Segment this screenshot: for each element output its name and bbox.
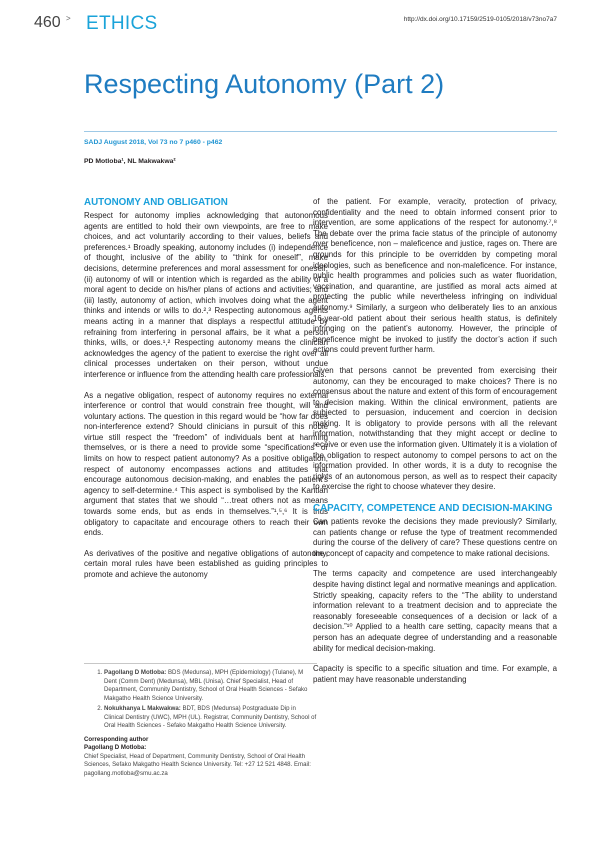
- affiliation-item: [104, 669, 317, 703]
- authors: PD Motloba¹, NL Makwakwa²: [84, 158, 176, 165]
- corresponding-author-details: Chief Specialist, Head of Department, Community Dentistry, School of Oral Health Sciences, Sefako Makgatho Health Science University. Tel: +27 12 521 4848. Email: pagollang.motloba@smu.ac.za: [84, 752, 311, 777]
- page-number: 460: [34, 14, 61, 31]
- section-heading-capacity: CAPACITY, COMPETENCE AND DECISION-MAKING: [313, 503, 553, 515]
- affiliation-name: Pagollang D Motloba:: [104, 669, 167, 676]
- paragraph: Respect for autonomy implies acknowledging that autonomous agents are entitled to hold their own viewpoints, are free to make choices, and act voluntarily according to their values, beliefs and preferences.¹ Broadly speaking, autonomy includes (i) independence of thought, inclusive of the ability to “think for oneself”, make decisions, determine preferences and moral assessment for oneself; (ii) autonomy of will or intention which is regarded as the ability of a moral agent to decide on his/her plans of actions and activities; and (iii) lastly, autonomy of action, which involves doing what the agent thinks and intends or wills to do.²,³ Respecting autonomous agents means acting in a manner that displays a respectful attitude by refraining from interfering in personal affairs, be it what a person thinks, wills, or does.¹,² Respecting autonomy means the clinician acknowledges the agency of the patient to exercise the right over all clinical processes undertaken on their person, without undue interference or influence from the attending health care professionals.: [84, 211, 328, 379]
- doi-link[interactable]: http://dx.doi.org/10.17159/2519-0105/2018/v73no7a7: [403, 16, 557, 23]
- affiliation-name: Nokukhanya L Makwakwa:: [104, 705, 181, 712]
- footnote-area: [84, 663, 317, 778]
- footnote-rule: [84, 663, 317, 664]
- paragraph: of the patient. For example, veracity, protection of privacy, confidentiality and the need to obtain informed consent prior to intervention, are some applications of the respect for autonomy.⁷,⁸ The debate over the prima facie status of the principle of autonomy over beneficence, non – maleficence and justice, rages on. There are grounds for this principle to be overridden by competing moral ideologies, such as beneficence and non-maleficence. For instance, public health programmes and policies such as water fluoridation, vaccination, and quarantine, are justified as moral acts aimed at protecting the public while nevertheless infringing on individual autonomy.⁹ Similarly, a surgeon who deliberately lies to an anxious 16-year-old patient about their serious health status, is definitely infringing on the patient’s autonomy. However, the principle of beneficence might be invoked to justify the doctor’s action if such actions could prevent further harm.: [313, 197, 557, 355]
- paragraph: As derivatives of the positive and negative obligations of autonomy, certain moral rules have been established as guiding principles to promote and achieve the autonomy: [84, 548, 328, 579]
- section-label: ETHICS: [86, 13, 158, 34]
- paragraph: Given that persons cannot be prevented from exercising their autonomy, can they be encouraged to make choices? There is no consensus about the nature and extent of this form of encouragement to decision making. Within the clinical environment, patients are subjected to persuasion, inducement and coercion in decision making. It is obligatory to provide persons with all the relevant information, notwithstanding that they might accept or decline to receive or even use the information given. Ultimately it is a violation of the obligation to respect autonomy to compel persons to act on the information provided. In other words, it is a duty to recognise the rights of an autonomous person, as well as to respect their capacity to exercise the right to choose whatever they desire.: [313, 365, 557, 492]
- author-affiliations: [84, 669, 317, 731]
- paragraph: The terms capacity and competence are used interchangeably despite having distinct legal and normative meanings and application. Strictly speaking, capacity refers to the “The ability to understand information relevant to a treatment decision and to appreciate the reasonably foreseeable consequences of a decision or lack of a decision.”¹⁰ Applied to a health care setting, capacity means that a person has an adequate degree of understanding and a reasonable ability for medical decision-making.: [313, 569, 557, 653]
- paragraph: Can patients revoke the decisions they made previously? Similarly, can patients change or refuse the type of treatment recommended during the course of the delivery of care? These questions centre on the concept of capacity and competence to make rational decisions.: [313, 517, 557, 558]
- left-column: [84, 197, 328, 591]
- corresponding-author-name: Pagollang D Motloba:: [84, 744, 147, 751]
- corresponding-author-heading: Corresponding author: [84, 735, 149, 743]
- affiliation-text: BDS (Medunsa), MPH (Epidemiology) (Tulane), M Dent (Comm Dent) (Medunsa), MBL (Unisa). Chief Specialist, Head of Department, Community Dentistry, School of Oral Health Sciences - Sefako Makgatho Health Science University.: [104, 669, 308, 702]
- article-title: Respecting Autonomy (Part 2): [84, 69, 445, 99]
- page-arrow-icon: >: [66, 14, 71, 23]
- paragraph: Capacity is specific to a specific situation and time. For example, a patient may have reasonable understanding: [313, 664, 557, 684]
- citation: SADJ August 2018, Vol 73 no 7 p460 - p462: [84, 139, 223, 146]
- right-column: [313, 197, 557, 695]
- paragraph: As a negative obligation, respect of autonomy requires no external interference or control that would constrain free thought, will and voluntary actions. The question in this regard would be “how far does non-interference extend? Should clinicians in pursuit of this noble virtue still respect the “freedom” of individuals bent at harming themselves, or is there a need to provide some “specifications” or limits on how to respect patient autonomy? As a positive obligation, respect of autonomy encompasses actions and attitudes that encourage autonomous decision-making, and enables the patient’s agency to self-determine.⁴ This aspect is symbolised by the Kantian argument that states that we should “…treat others not as means towards some ends, but as ends in themselves.”¹,⁵,⁶ It is thus obligatory to capacitate and encourage others to reach their own ends.: [84, 390, 328, 538]
- section-heading-autonomy: AUTONOMY AND OBLIGATION: [84, 197, 228, 208]
- title-rule: [84, 131, 557, 132]
- affiliation-item: [104, 705, 317, 731]
- affiliation-text: BDT, BDS (Medunsa) Postgraduate Dip in Clinical Dentistry (UWC), MPH (UL). Registrar, Community Dentistry, School of Oral Health Sciences - Sefako Makgatho Health Science University.: [104, 705, 317, 729]
